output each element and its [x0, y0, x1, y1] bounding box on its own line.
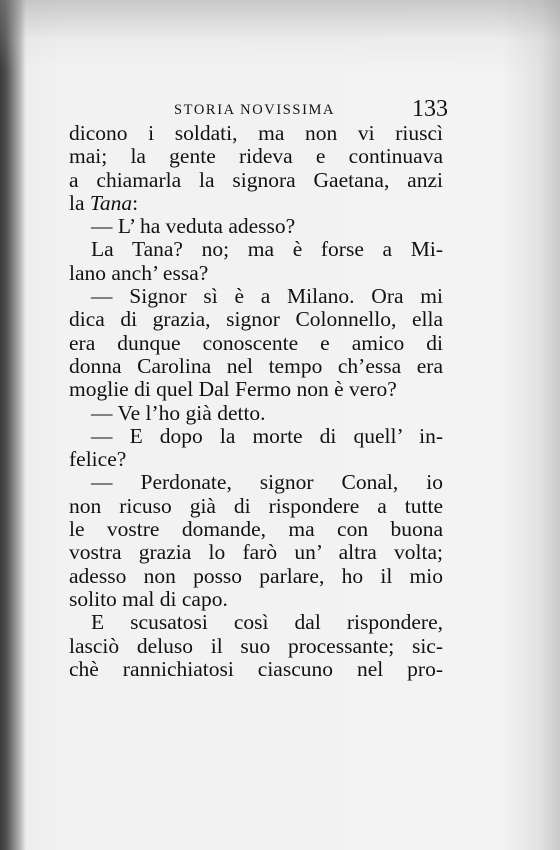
text-line: — Ve l’ho già detto.: [91, 401, 266, 425]
text-line: E scusatosi così dal rispondere,: [91, 611, 443, 635]
text-line: — Signor sì è a Milano. Ora mi: [91, 285, 443, 309]
text-line: [69, 192, 443, 215]
body-text: [69, 122, 443, 681]
italic-name: Tana: [89, 191, 133, 215]
text-line: le vostre domande, ma con buona: [69, 518, 443, 542]
text-line: solito mal di capo.: [69, 587, 228, 611]
running-title: STORIA NOVISSIMA: [174, 102, 336, 118]
book-spine-shadow: [0, 0, 26, 850]
top-edge-shadow: [0, 0, 560, 70]
text-line: felice?: [69, 448, 127, 472]
text-fragment: la: [69, 191, 90, 215]
text-line: dicono i soldati, ma non vi riuscì: [69, 122, 443, 145]
text-line: La Tana? no; ma è forse a Mi-: [91, 238, 443, 262]
text-line: — L’ ha veduta adesso?: [91, 215, 296, 239]
text-line: moglie di quel Dal Fermo non è vero?: [69, 378, 397, 402]
text-line: mai; la gente rideva e continuava: [69, 145, 443, 169]
text-line: lano anch’ essa?: [69, 261, 209, 285]
text-line: adesso non posso parlare, ho il mio: [69, 564, 443, 588]
page-number: 133: [412, 96, 448, 122]
text-line: vostra grazia lo farò un’ altra volta;: [69, 541, 443, 565]
text-line: dica di grazia, signor Colonnello, ella: [69, 308, 443, 332]
text-fragment: :: [132, 191, 139, 215]
text-line: chè rannichiatosi ciascuno nel pro-: [69, 657, 443, 681]
text-line: donna Carolina nel tempo ch’essa era: [69, 354, 443, 378]
text-line: — E dopo la morte di quell’ in-: [91, 424, 443, 448]
text-line: non ricuso già di rispondere a tutte: [69, 494, 443, 518]
text-line: — Perdonate, signor Conal, io: [91, 471, 443, 495]
text-line: lasciò deluso il suo processante; sic-: [69, 634, 443, 658]
text-line: a chiamarla la signora Gaetana, anzi: [69, 168, 443, 192]
text-line: era dunque conoscente e amico di: [69, 331, 443, 355]
